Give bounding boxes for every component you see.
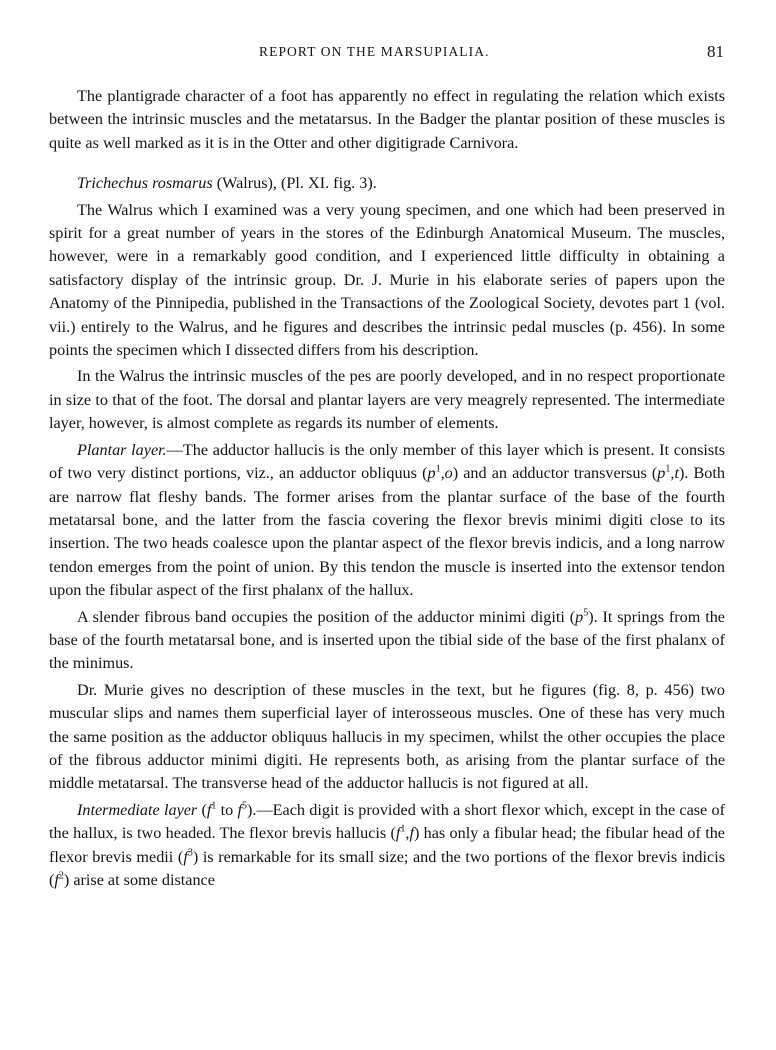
- paragraph-plantar-layer: Plantar layer.—The adductor hallucis is the only member of this layer which is present. It consists of two very distinct portions, viz., an adductor obliquus $(p^1,o)$ and an adductor transversus $(p^1,t)$. Both are narrow flat fleshy bands. The former arises from the plantar surface of the base of the fourth metatarsal bone, and the latter from the fascia covering the flexor brevis minimi digiti close to its insertion. The two heads coalesce upon the plantar aspect of the flexor brevis indicis, and a long narrow tendon emerges from the point of union. By this tendon the muscle is inserted into the extensor tendon upon the fibular aspect of the first phalanx of the hallux.: [49, 440, 725, 600]
- walrus-section-heading: [49, 172, 725, 195]
- running-head: [49, 38, 725, 68]
- paragraph-fibrous-band: A slender fibrous band occupies the position of the adductor minimi digiti $(p^5)$. It springs from the base of the fourth metatarsal bone, and is inserted upon the tibial side of the base of the first phalanx of the minimus.: [49, 607, 725, 673]
- species-common-name: (Walrus), (Pl. XI. fig. 3).: [212, 174, 377, 193]
- paragraph-walrus-specimen: The Walrus which I examined was a very young specimen, and one which had been preserved in spirit for a great number of years in the stores of the Edinburgh Anatomical Museum. The muscles, however, were in a remarkably good condition, and I experienced little difficulty in obtaining a satisfactory display of the intrinsic group. Dr. J. Murie in his elaborate series of papers upon the Anatomy of the Pinnipedia, published in the Transactions of the Zoological Society, devotes part 1 (vol. vii.) entirely to the Walrus, and he figures and describes the intrinsic pedal muscles (p. 456). In some points the specimen which I dissected differs from his description.: [49, 200, 725, 360]
- page-number: 81: [707, 42, 724, 61]
- paragraph-murie-description: Dr. Murie gives no description of these muscles in the text, but he figures (fig. 8, p. 456) two muscular slips and names them superficial layer of interosseous muscles. One of these has very much the same position as the adductor obliquus hallucis in my specimen, whilst the other occupies the place of the fibrous adductor minimi digiti. He represents both, as arising from the plantar surface of the middle metatarsal. The transverse head of the adductor hallucis is not figured at all.: [49, 680, 725, 793]
- paragraph-intermediate-layer: Intermediate layer ($f^1$ to $f^5).—Each$ digit is provided with a short flexor which, except in the case of the hallux, is two headed. The flexor brevis hallucis $(f^1,f)$ has only a fibular head; the fibular head of the flexor brevis medii $(f^3)$ is remarkable for its small size; and the two portions of the flexor brevis indicis $(f^2)$ arise at some distance: [49, 800, 726, 889]
- intermediate-layer-heading: Intermediate layer: [77, 800, 198, 819]
- body-text: [49, 85, 725, 892]
- plantar-layer-heading: Plantar layer.: [77, 440, 167, 459]
- species-name: Trichechus rosmarus: [77, 174, 213, 193]
- paragraph-plantigrade: The plantigrade character of a foot has apparently no effect in regulating the relation which exists between the intrinsic muscles and the metatarsus. In the Badger the plantar position of these muscles is quite as well marked as it is in the Otter and other digitigrade Carnivora.: [49, 87, 725, 152]
- paragraph-intrinsic-muscles: In the Walrus the intrinsic muscles of the pes are poorly developed, and in no respect proportionate in size to that of the foot. The dorsal and plantar layers are very meagrely represented. The intermediate layer, however, is almost complete as regards its number of elements.: [49, 367, 725, 433]
- running-title: REPORT ON THE MARSUPIALIA.: [259, 44, 490, 59]
- page: [49, 38, 725, 892]
